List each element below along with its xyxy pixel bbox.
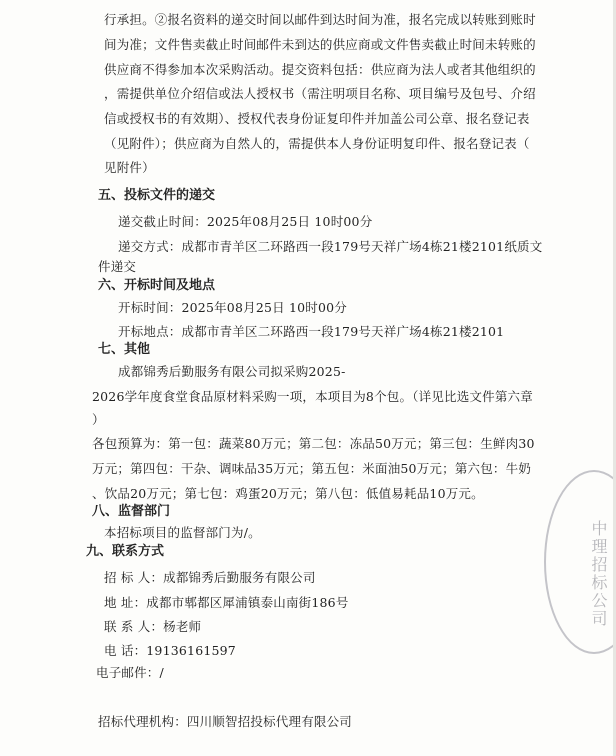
intro-line: ，需提供单位介绍信或法人授权书（需注明项目名称、项目编号及包号、介绍 bbox=[104, 86, 536, 101]
submission-deadline: 递交截止时间：2025年08月25日 10时00分 bbox=[118, 214, 373, 229]
submission-method: 递交方式：成都市青羊区二环路西一段179号天祥广场4栋21楼2101纸质文 bbox=[118, 239, 543, 254]
section-8-heading: 八、监督部门 bbox=[92, 504, 171, 519]
intro-line: （见附件）；供应商为自然人的，需提供本人身份证明复印件、报名登记表（ bbox=[104, 136, 530, 151]
opening-time: 开标时间：2025年08月25日 10时00分 bbox=[118, 300, 348, 315]
section-9-heading: 九、联系方式 bbox=[86, 544, 165, 559]
email-line: 电子邮件：/ bbox=[96, 665, 164, 680]
other-line: ） bbox=[92, 412, 105, 427]
phone-line: 电 话：19136161597 bbox=[104, 643, 236, 658]
budget-line: 各包预算为：第一包：蔬菜80万元；第二包：冻品50万元；第三包：生鲜肉30 bbox=[92, 436, 535, 451]
agency-line: 招标代理机构：四川顺智招投标代理有限公司 bbox=[98, 714, 353, 729]
intro-line: 信或授权书的有效期）、授权代表身份证复印件并加盖公司公章、报名登记表 bbox=[104, 111, 530, 126]
intro-line: 供应商不得参加本次采购活动。提交资料包括：供应商为法人或者其他组织的 bbox=[104, 62, 536, 77]
company-seal-text: 中理招标公司 bbox=[589, 520, 608, 628]
supervision-text: 本招标项目的监督部门为/。 bbox=[104, 525, 261, 540]
section-7-heading: 七、其他 bbox=[98, 342, 151, 357]
section-5-heading: 五、投标文件的递交 bbox=[98, 188, 216, 203]
submission-method-cont: 件递交 bbox=[98, 259, 137, 274]
budget-line: 、饮品20万元；第七包：鸡蛋20万元；第八包：低值易耗品10万元。 bbox=[92, 486, 484, 501]
intro-line: 行承担。②报名资料的递交时间以邮件到达时间为准，报名完成以转账到账时 bbox=[104, 12, 536, 27]
other-line: 2026学年度食堂食品原材料采购一项，本项目为8个包。（详见比选文件第六章 bbox=[92, 389, 533, 404]
tenderer-line: 招 标 人：成都锦秀后勤服务有限公司 bbox=[104, 570, 316, 585]
budget-line: 万元；第四包：干杂、调味品35万元；第五包：米面油50万元；第六包：牛奶 bbox=[92, 461, 532, 476]
other-line: 成都锦秀后勤服务有限公司拟采购2025- bbox=[118, 364, 346, 379]
contact-line: 联 系 人：杨老师 bbox=[104, 619, 202, 634]
section-6-heading: 六、开标时间及地点 bbox=[98, 278, 216, 293]
opening-place: 开标地点：成都市青羊区二环路西一段179号天祥广场4栋21楼2101 bbox=[118, 324, 505, 339]
address-line: 地 址：成都市郫都区犀浦镇泰山南街186号 bbox=[104, 595, 349, 610]
intro-line: 见附件） bbox=[104, 160, 155, 175]
intro-line: 间为准；文件售卖截止时间邮件未到达的供应商或文件售卖截止时间未转账的 bbox=[104, 37, 536, 52]
